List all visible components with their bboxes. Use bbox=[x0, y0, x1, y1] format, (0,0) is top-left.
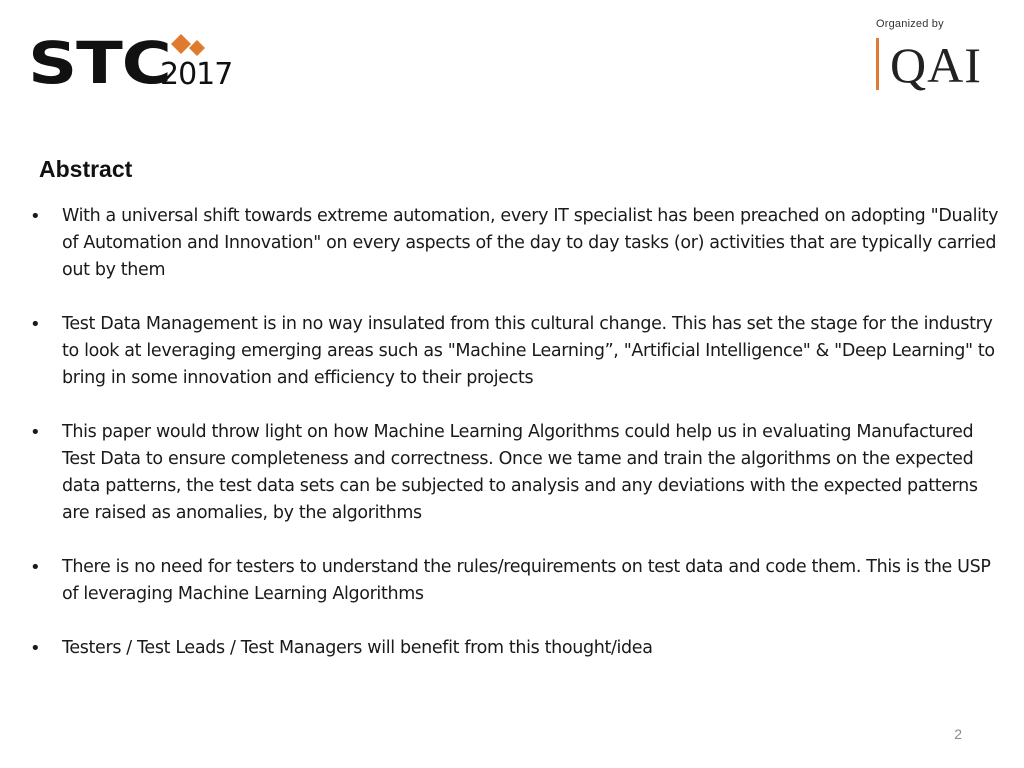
stc-logo-letters: STC bbox=[28, 29, 171, 97]
bullet-item: • Test Data Management is in no way insulated from this cultural change. This has set the stage for the industry to look at leveraging emerging areas such as "Machine Learning”, "Artificial Intelligence" & "Deep Learning" to bring in some innovation and efficiency to their projects bbox=[30, 311, 1000, 392]
organizer-accent-bar bbox=[876, 38, 879, 90]
stc-2017-logo bbox=[28, 29, 248, 97]
page-number: 2 bbox=[954, 726, 962, 742]
stc-logo-year: 2017 bbox=[160, 57, 233, 92]
abstract-bullet-list bbox=[30, 203, 1000, 689]
organized-by-label: Organized by bbox=[876, 18, 944, 30]
organizer-logo bbox=[872, 18, 1002, 98]
bullet-item: • This paper would throw light on how Machine Learning Algorithms could help us in evaluating Manufactured Test Data to ensure completeness and correctness. Once we tame and train the algorithms on the expected data patterns, the test data sets can be subjected to analysis and any deviations with the expected patterns are raised as anomalies, by the algorithms bbox=[30, 419, 1000, 527]
qai-logo-text: QAI bbox=[890, 37, 982, 93]
bullet-item: • There is no need for testers to understand the rules/requirements on test data and code them. This is the USP of leveraging Machine Learning Algorithms bbox=[30, 554, 1000, 608]
bullet-item: • Testers / Test Leads / Test Managers will benefit from this thought/idea bbox=[30, 635, 1000, 662]
bullet-item: • With a universal shift towards extreme automation, every IT specialist has been preached on adopting "Duality of Automation and Innovation" on every aspects of the day to day tasks (or) activities that are typically carried out by them bbox=[30, 203, 1000, 284]
page-title: Abstract bbox=[39, 156, 133, 182]
